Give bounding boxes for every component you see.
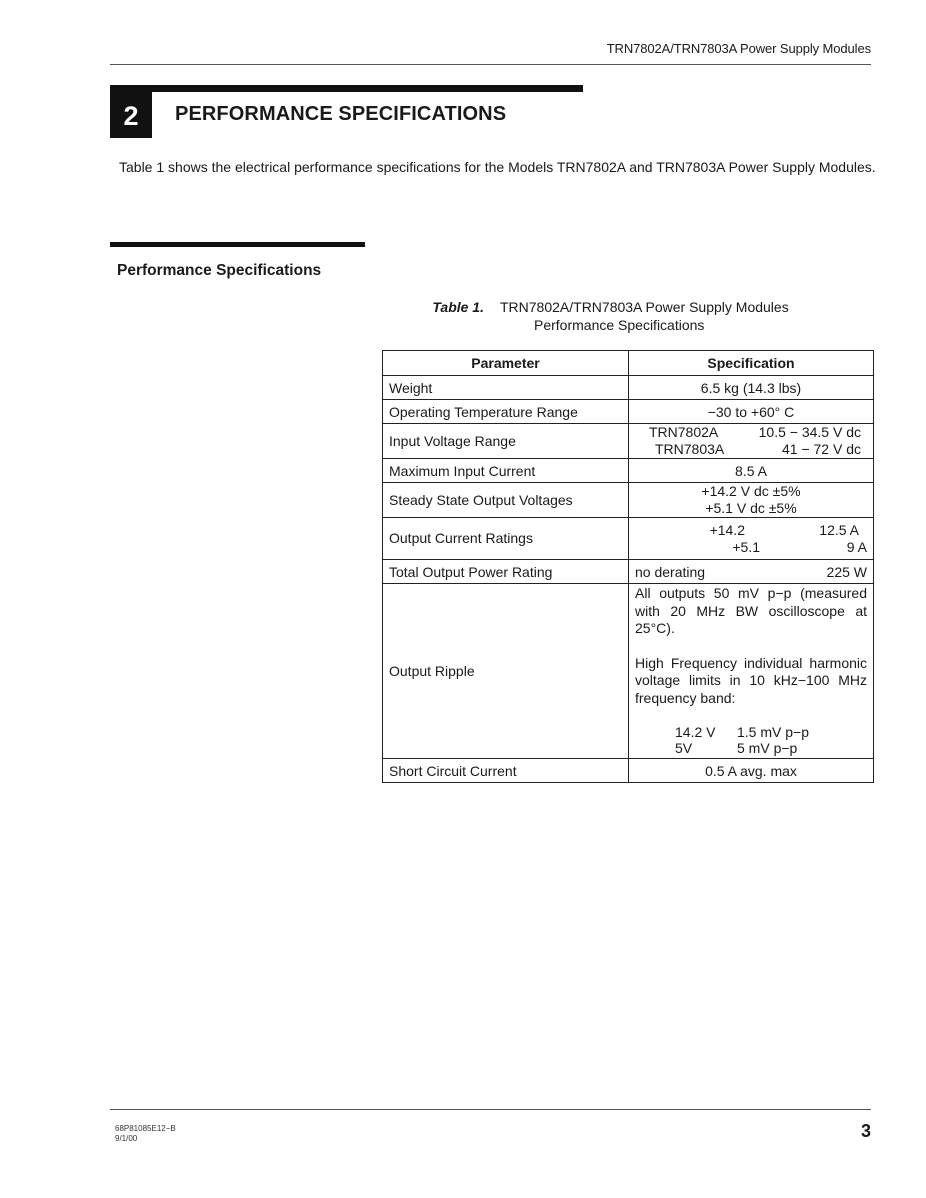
param-cell: Operating Temperature Range <box>383 400 629 424</box>
spec-cell: −30 to +60° C <box>629 400 874 424</box>
param-cell: Output Ripple <box>383 584 629 759</box>
table-row <box>383 560 874 584</box>
voltage-range: 10.5 − 34.5 V dc <box>758 424 861 440</box>
caption-label: Table 1. <box>432 299 484 315</box>
chapter-bar <box>110 85 583 92</box>
ripple-para-2: High Frequency individual harmonic voltage limits in 10 kHz−100 MHz frequency band: <box>635 654 867 706</box>
param-cell: Input Voltage Range <box>383 424 629 459</box>
current-rating: 12.5 A <box>819 521 859 538</box>
ripple-limit: 5 mV p−p <box>737 740 798 756</box>
table-caption <box>383 298 873 334</box>
ripple-limit: 1.5 mV p−p <box>737 724 809 740</box>
spec-cell <box>629 483 874 518</box>
param-cell: Maximum Input Current <box>383 459 629 483</box>
table-row <box>383 459 874 483</box>
chapter-number: 2 <box>110 92 152 138</box>
chapter-title: PERFORMANCE SPECIFICATIONS <box>175 103 507 125</box>
ripple-description <box>635 585 867 707</box>
table-row <box>383 483 874 518</box>
intro-paragraph: Table 1 shows the electrical performance specifications for the Models TRN7802A and TRN7803A Power Supply Modules. <box>119 159 876 175</box>
output-voltage-line: +14.2 V dc ±5% <box>701 483 801 499</box>
spec-cell <box>629 560 874 584</box>
param-cell: Steady State Output Voltages <box>383 483 629 518</box>
spec-cell <box>629 584 874 759</box>
document-number: 68P81085E12−B <box>115 1124 176 1133</box>
header-rule <box>110 64 871 65</box>
table-row <box>383 376 874 400</box>
spec-cell: 0.5 A avg. max <box>629 759 874 783</box>
spec-cell <box>629 518 874 560</box>
header-specification: Specification <box>629 351 874 376</box>
rail-voltage: +14.2 <box>709 521 745 538</box>
power-value: 225 W <box>826 563 867 580</box>
ripple-values <box>635 724 867 756</box>
param-cell: Weight <box>383 376 629 400</box>
current-rating: 9 A <box>846 538 867 555</box>
document-info <box>115 1124 176 1144</box>
table-row <box>383 584 874 759</box>
spec-cell <box>629 424 874 459</box>
derating-text: no derating <box>635 563 706 580</box>
table-row <box>383 400 874 424</box>
table-row <box>383 518 874 560</box>
ripple-para-1: All outputs 50 mV p−p (measured with 20 MHz BW oscilloscope at 25°C). <box>635 585 867 636</box>
running-header: TRN7802A/TRN7803A Power Supply Modules <box>606 41 871 56</box>
spec-table <box>382 350 874 783</box>
table-row <box>383 759 874 783</box>
table-header-row <box>383 351 874 376</box>
section-heading: Performance Specifications <box>117 262 322 279</box>
ripple-voltage: 5V <box>675 740 693 756</box>
ripple-voltage: 14.2 V <box>675 724 716 740</box>
rail-voltage: +5.1 <box>732 538 760 555</box>
header-parameter: Parameter <box>383 351 629 376</box>
param-cell: Output Current Ratings <box>383 518 629 560</box>
spec-cell: 8.5 A <box>629 459 874 483</box>
param-cell: Total Output Power Rating <box>383 560 629 584</box>
caption-line-1: TRN7802A/TRN7803A Power Supply Modules <box>500 299 789 315</box>
document-date: 9/1/00 <box>115 1134 138 1143</box>
model-label: TRN7803A <box>655 441 725 457</box>
output-voltage-line: +5.1 V dc ±5% <box>705 500 797 516</box>
param-cell: Short Circuit Current <box>383 759 629 783</box>
caption-line-2: Performance Specifications <box>534 317 705 333</box>
spec-cell: 6.5 kg (14.3 lbs) <box>629 376 874 400</box>
model-label: TRN7802A <box>649 424 719 440</box>
footer-rule <box>110 1109 871 1110</box>
section-rule <box>110 242 365 247</box>
table-row <box>383 424 874 459</box>
page-number: 3 <box>860 1121 871 1141</box>
voltage-range: 41 − 72 V dc <box>781 441 861 457</box>
